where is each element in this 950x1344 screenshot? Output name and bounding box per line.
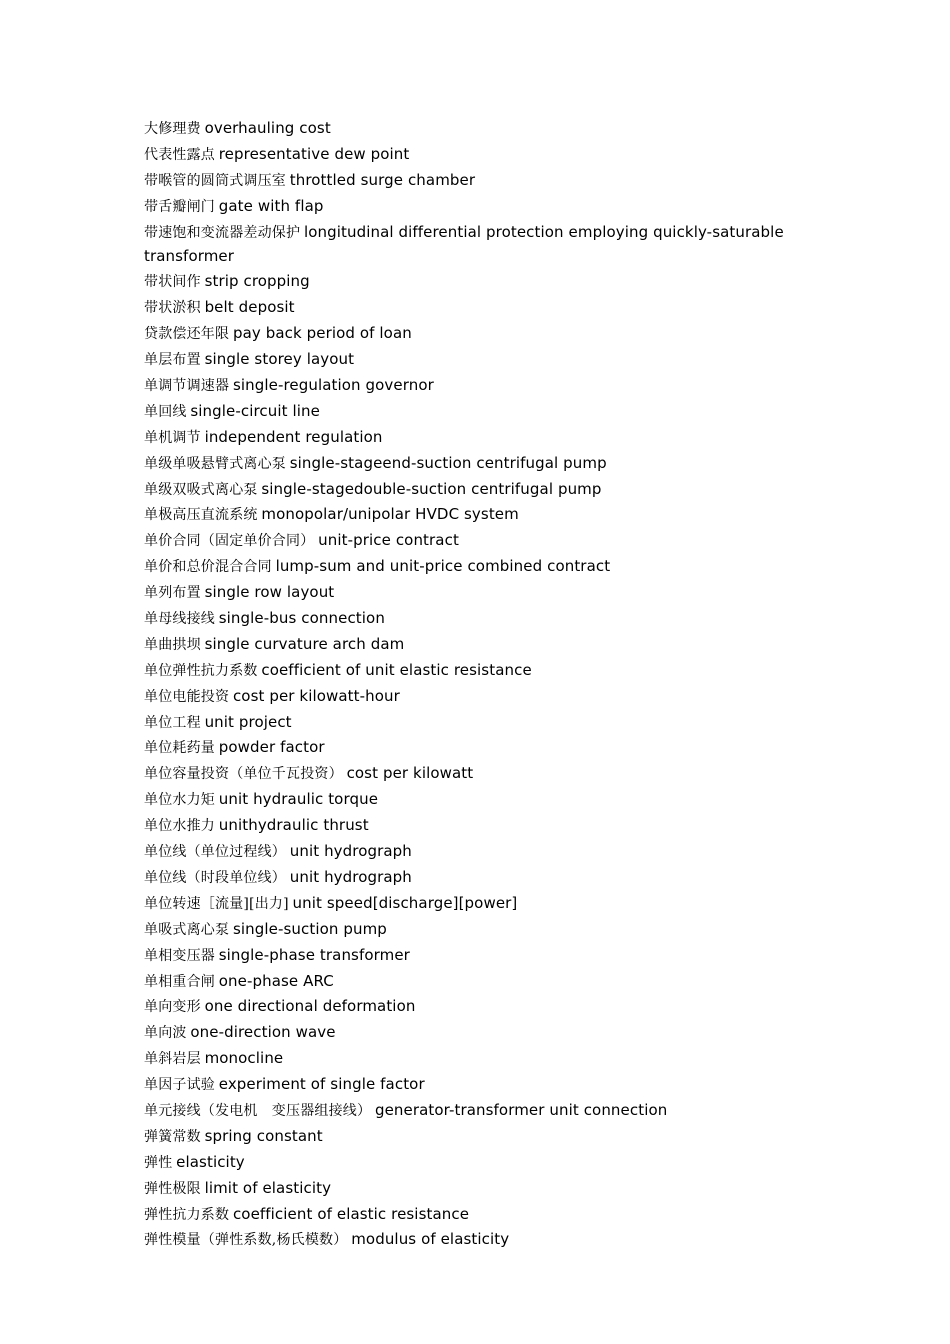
- term-chinese: 单机调节: [144, 429, 201, 446]
- term-english: monopolar/unipolar HVDC system: [261, 505, 519, 524]
- term-english: single curvature arch dam: [204, 634, 405, 653]
- glossary-entry: [144, 1073, 804, 1097]
- term-english: spring constant: [204, 1126, 323, 1145]
- glossary-entry: [144, 711, 804, 735]
- glossary-entry: [144, 296, 804, 320]
- glossary-entry: [144, 918, 804, 942]
- term-english: coefficient of unit elastic resistance: [261, 660, 532, 679]
- term-english: modulus of elasticity: [351, 1230, 510, 1249]
- glossary-entry: [144, 426, 804, 450]
- term-english: one-direction wave: [190, 1023, 336, 1042]
- term-english: elasticity: [176, 1152, 245, 1171]
- glossary-entry: [144, 221, 804, 269]
- glossary-entry: [144, 1203, 804, 1227]
- term-chinese: 单母线接线: [144, 611, 215, 628]
- term-chinese: 带喉管的圆筒式调压室: [144, 172, 286, 189]
- term-english: coefficient of elastic resistance: [232, 1204, 470, 1223]
- glossary-entry: [144, 374, 804, 398]
- term-english: single-suction pump: [232, 919, 387, 938]
- term-chinese: 单位水力矩: [144, 792, 215, 809]
- glossary-entry: [144, 1047, 804, 1071]
- term-chinese: 带状间作: [144, 274, 201, 291]
- glossary-entry: [144, 1177, 804, 1201]
- term-english: cost per kilowatt: [346, 764, 474, 783]
- term-english: one directional deformation: [204, 997, 416, 1016]
- term-english: representative dew point: [218, 144, 410, 163]
- term-chinese: 单价和总价混合合同: [144, 559, 272, 576]
- term-english: throttled surge chamber: [289, 170, 476, 189]
- term-chinese: 单向波: [144, 1025, 187, 1042]
- term-english: single-phase transformer: [218, 945, 410, 964]
- glossary-entry: [144, 685, 804, 709]
- term-english: single row layout: [204, 583, 335, 602]
- glossary-entry: [144, 1228, 804, 1252]
- term-english: pay back period of loan: [232, 324, 412, 343]
- glossary-entry: [144, 581, 804, 605]
- term-chinese: 带舌瓣闸门: [144, 198, 215, 215]
- glossary-entry: [144, 348, 804, 372]
- term-english: gate with flap: [218, 196, 324, 215]
- term-chinese: 单相重合闸: [144, 973, 215, 990]
- term-chinese: 单曲拱坝: [144, 636, 201, 653]
- term-chinese: 单级双吸式离心泵: [144, 481, 258, 498]
- term-english: one-phase ARC: [218, 971, 334, 990]
- glossary-list: [144, 117, 804, 1254]
- term-english: powder factor: [218, 738, 325, 757]
- term-english: independent regulation: [204, 427, 383, 446]
- glossary-entry: [144, 840, 804, 864]
- term-english: strip cropping: [204, 272, 310, 291]
- glossary-entry: [144, 995, 804, 1019]
- glossary-entry: [144, 814, 804, 838]
- term-chinese: 单位电能投资: [144, 688, 230, 705]
- term-english: single-stagedouble-suction centrifugal pump: [261, 479, 602, 498]
- term-chinese: 单因子试验: [144, 1077, 215, 1094]
- term-chinese: 单吸式离心泵: [144, 921, 230, 938]
- term-chinese: 单位容量投资（单位千瓦投资）: [144, 766, 343, 783]
- term-english: single-regulation governor: [232, 376, 434, 395]
- glossary-entry: [144, 195, 804, 219]
- term-chinese: 代表性露点: [144, 146, 215, 163]
- glossary-entry: [144, 1125, 804, 1149]
- term-english: monocline: [204, 1049, 284, 1068]
- term-english: single-bus connection: [218, 609, 385, 628]
- term-chinese: 弹簧常数: [144, 1128, 201, 1145]
- term-chinese: 单斜岩层: [144, 1051, 201, 1068]
- glossary-entry: [144, 169, 804, 193]
- glossary-entry: [144, 1151, 804, 1175]
- term-chinese: 单层布置: [144, 352, 201, 369]
- term-english: generator-transformer unit connection: [374, 1100, 668, 1119]
- term-english: unithydraulic thrust: [218, 816, 369, 835]
- glossary-entry: [144, 117, 804, 141]
- term-chinese: 单极高压直流系统: [144, 507, 258, 524]
- term-chinese: 弹性模量（弹性系数,杨氏模数）: [144, 1232, 348, 1249]
- term-english: unit speed[discharge][power]: [292, 893, 518, 912]
- term-english: single-stageend-suction centrifugal pump: [289, 453, 607, 472]
- term-chinese: 单相变压器: [144, 947, 215, 964]
- term-english: unit-price contract: [318, 531, 459, 550]
- term-english: single storey layout: [204, 350, 355, 369]
- term-english: belt deposit: [204, 298, 295, 317]
- glossary-entry: [144, 478, 804, 502]
- term-chinese: 单位线（单位过程线）: [144, 844, 286, 861]
- term-chinese: 单位线（时段单位线）: [144, 869, 286, 886]
- glossary-entry: [144, 529, 804, 553]
- term-chinese: 单位弹性抗力系数: [144, 662, 258, 679]
- glossary-entry: [144, 762, 804, 786]
- term-chinese: 带速饱和变流器差动保护: [144, 224, 301, 241]
- term-chinese: 单回线: [144, 403, 187, 420]
- term-chinese: 带状淤积: [144, 300, 201, 317]
- glossary-entry: [144, 607, 804, 631]
- term-english: unit hydraulic torque: [218, 790, 379, 809]
- term-english: unit hydrograph: [289, 867, 412, 886]
- term-chinese: 贷款偿还年限: [144, 326, 230, 343]
- term-chinese: 单级单吸悬臂式离心泵: [144, 455, 286, 472]
- term-chinese: 单元接线（发电机 变压器组接线）: [144, 1102, 372, 1119]
- glossary-entry: [144, 1099, 804, 1123]
- glossary-entry: [144, 944, 804, 968]
- term-chinese: 单位水推力: [144, 818, 215, 835]
- term-chinese: 单位耗药量: [144, 740, 215, 757]
- term-english: lump-sum and unit-price combined contract: [275, 557, 611, 576]
- glossary-entry: [144, 400, 804, 424]
- glossary-entry: [144, 866, 804, 890]
- glossary-entry: [144, 970, 804, 994]
- glossary-entry: [144, 143, 804, 167]
- term-english: single-circuit line: [190, 401, 320, 420]
- term-chinese: 单向变形: [144, 999, 201, 1016]
- term-chinese: 单位工程: [144, 714, 201, 731]
- term-chinese: 单位转速［流量][出力]: [144, 895, 289, 912]
- term-english: longitudinal differential protection employing quickly-saturable transformer: [144, 222, 784, 265]
- term-english: experiment of single factor: [218, 1075, 425, 1094]
- glossary-entry: [144, 633, 804, 657]
- term-chinese: 大修理费: [144, 121, 201, 137]
- term-chinese: 弹性: [144, 1154, 173, 1171]
- term-english: cost per kilowatt-hour: [232, 686, 400, 705]
- term-english: unit project: [204, 712, 292, 731]
- glossary-entry: [144, 503, 804, 527]
- term-english: limit of elasticity: [204, 1178, 332, 1197]
- term-chinese: 单调节调速器: [144, 378, 230, 395]
- glossary-entry: [144, 736, 804, 760]
- glossary-entry: [144, 322, 804, 346]
- glossary-entry: [144, 659, 804, 683]
- glossary-entry: [144, 270, 804, 294]
- term-chinese: 单列布置: [144, 585, 201, 602]
- term-chinese: 单价合同（固定单价合同）: [144, 533, 315, 550]
- glossary-entry: [144, 452, 804, 476]
- term-english: unit hydrograph: [289, 842, 412, 861]
- term-english: overhauling cost: [204, 119, 331, 137]
- term-chinese: 弹性抗力系数: [144, 1206, 230, 1223]
- glossary-entry: [144, 892, 804, 916]
- glossary-entry: [144, 1021, 804, 1045]
- term-chinese: 弹性极限: [144, 1180, 201, 1197]
- glossary-entry: [144, 788, 804, 812]
- glossary-entry: [144, 555, 804, 579]
